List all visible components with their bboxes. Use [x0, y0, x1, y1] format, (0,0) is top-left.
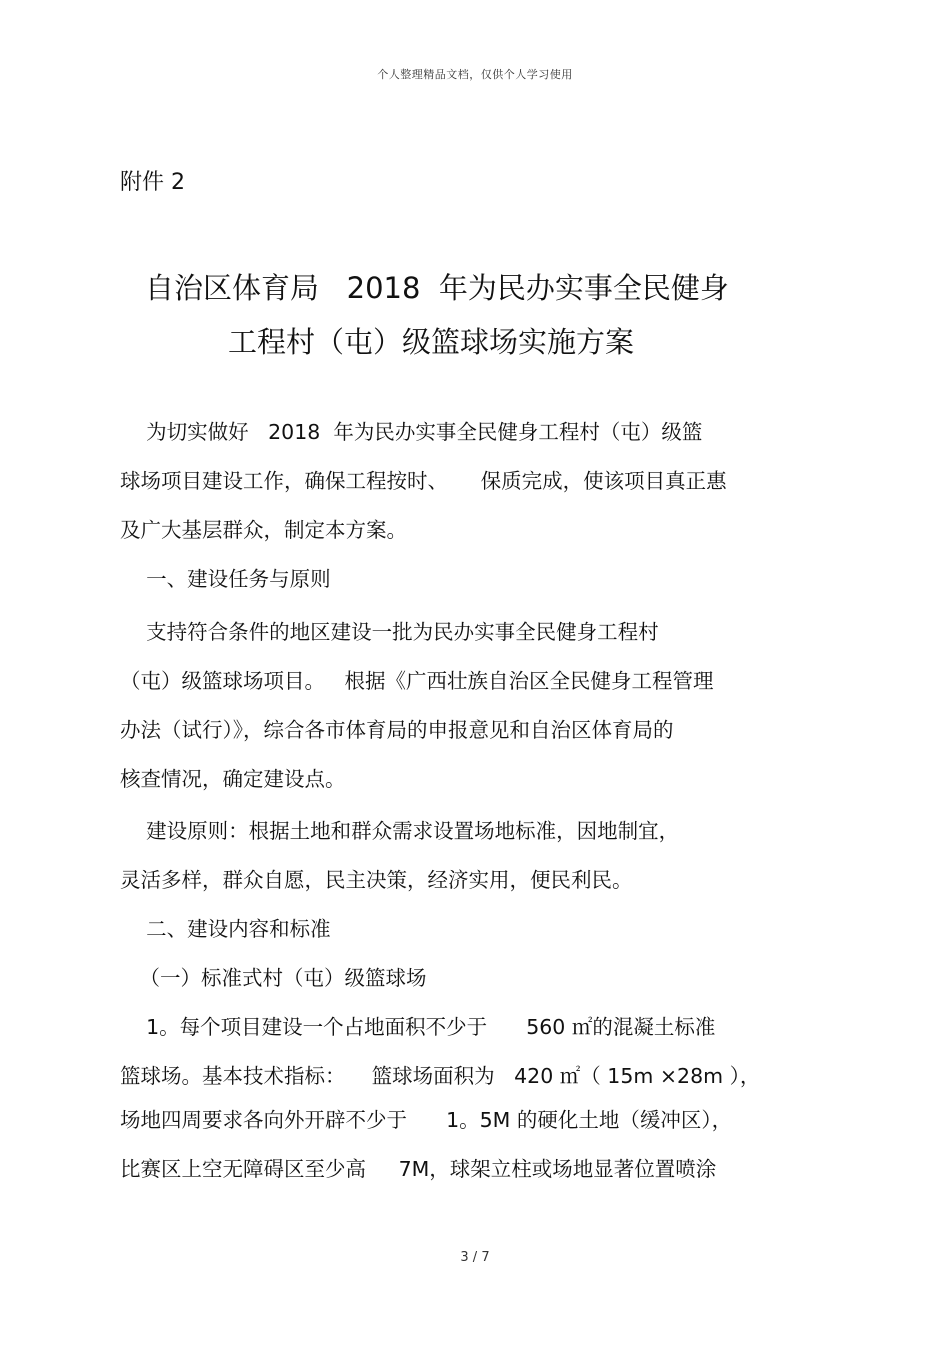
body-line: 建设原则：根据土地和群众需求设置场地标准，因地制宜，	[120, 819, 680, 843]
document-title-line-1: 自治区体育局 2018 年为民办实事全民健身	[145, 271, 729, 305]
body-line: 球场项目建设工作，确保工程按时、 保质完成，使该项目真正惠	[120, 469, 727, 493]
body-line: 篮球场。基本技术指标： 篮球场面积为 420 ㎡（ 15m ×28m ），	[120, 1064, 761, 1088]
subsection-heading: （一）标准式村（屯）级篮球场	[120, 966, 427, 990]
attachment-label: 附件 2	[120, 170, 185, 195]
body-line: 场地四周要求各向外开辟不少于 1。5M 的硬化土地（缓冲区），	[120, 1108, 733, 1132]
body-line: 及广大基层群众，制定本方案。	[120, 518, 407, 542]
body-line: 比赛区上空无障碍区至少高 7M，球架立柱或场地显著位置喷涂	[120, 1157, 717, 1181]
body-line: 核查情况，确定建设点。	[120, 767, 346, 791]
body-line: 支持符合条件的地区建设一批为民办实事全民健身工程村	[120, 620, 659, 644]
page-number: 3 / 7	[460, 1250, 490, 1265]
body-line: 灵活多样，群众自愿，民主决策，经济实用，便民利民。	[120, 868, 633, 892]
body-line: （屯）级篮球场项目。 根据《广西壮族自治区全民健身工程管理	[120, 669, 714, 693]
section-heading-1: 一、建设任务与原则	[120, 567, 331, 591]
document-title-line-2: 工程村（屯）级篮球场实施方案	[228, 325, 635, 359]
body-line: 1。每个项目建设一个占地面积不少于 560 ㎡的混凝土标准	[120, 1015, 716, 1039]
body-line: 为切实做好 2018 年为民办实事全民健身工程村（屯）级篮	[120, 420, 703, 444]
body-line: 办法（试行）》，综合各市体育局的申报意见和自治区体育局的	[120, 718, 674, 742]
section-heading-2: 二、建设内容和标准	[120, 917, 331, 941]
page-header-note: 个人整理精品文档，仅供个人学习使用	[377, 68, 573, 81]
